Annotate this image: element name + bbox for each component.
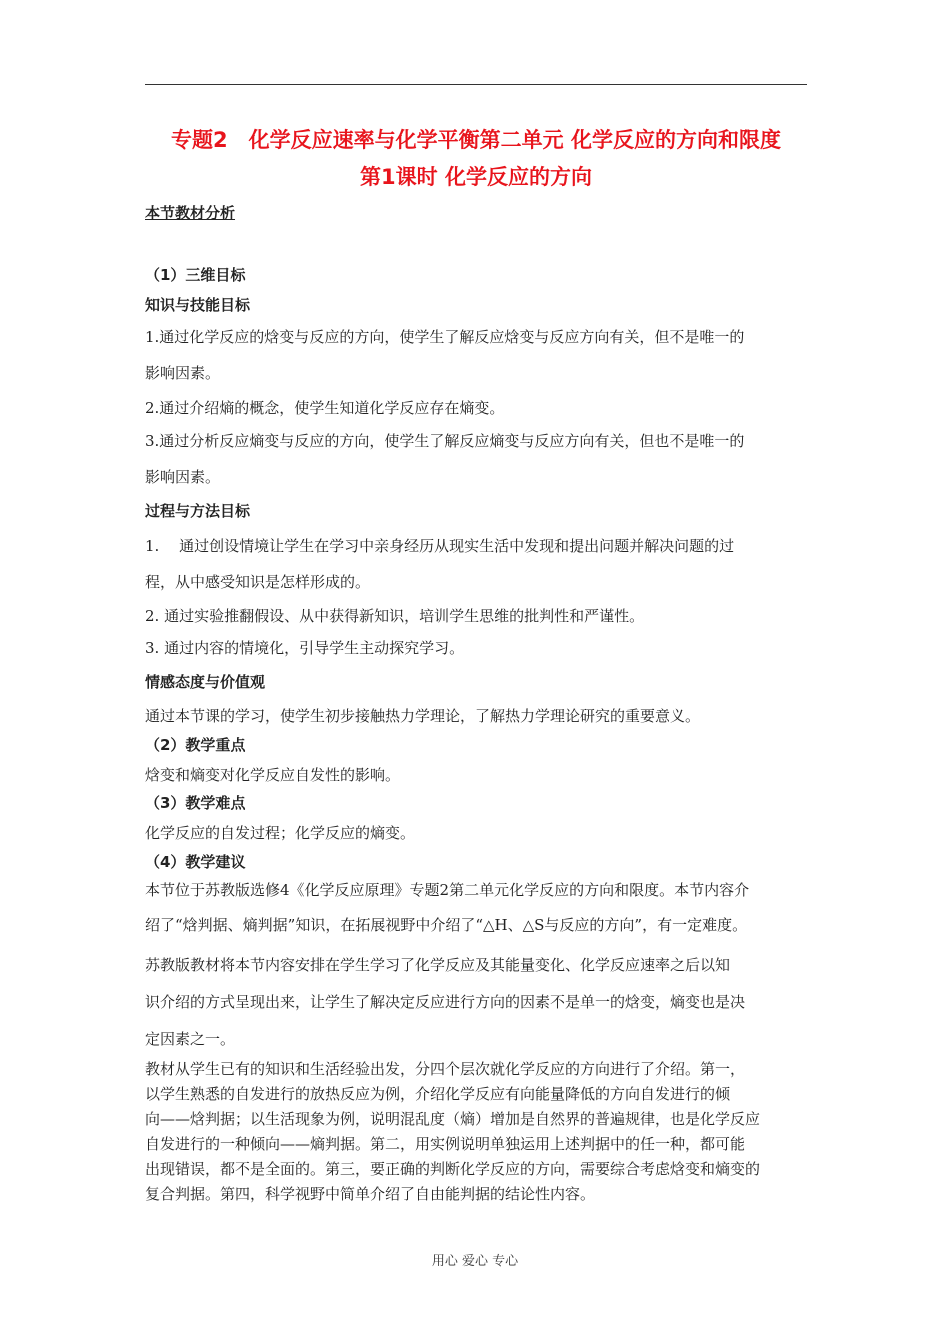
subheading-knowledge: 知识与技能目标 xyxy=(145,296,251,314)
paragraph-line: 3.通过分析反应熵变与反应的方向，使学生了解反应熵变与反应方向有关，但也不是唯一的 xyxy=(145,432,745,450)
paragraph-line: 影响因素。 xyxy=(145,468,221,486)
paragraph-line: 2.通过介绍熵的概念，使学生知道化学反应存在熵变。 xyxy=(145,399,505,417)
paragraph-line: 以学生熟悉的自发进行的放热反应为例，介绍化学反应有向能量降低的方向自发进行的倾 xyxy=(145,1085,731,1103)
paragraph-line: 自发进行的一种倾向——熵判据。第二，用实例说明单独运用上述判据中的任一种，都可能 xyxy=(145,1135,746,1153)
paragraph-line: 绍了“焓判据、熵判据”知识，在拓展视野中介绍了“△H、△S与反应的方向”，有一定难度。 xyxy=(145,916,748,934)
paragraph-line: 向——焓判据；以生活现象为例，说明混乱度（熵）增加是自然界的普遍规律，也是化学反应 xyxy=(145,1110,761,1128)
subheading-process: 过程与方法目标 xyxy=(145,502,251,520)
paragraph-line: 1.通过化学反应的焓变与反应的方向，使学生了解反应焓变与反应方向有关，但不是唯一的 xyxy=(145,328,745,346)
paragraph-line: 化学反应的自发过程；化学反应的熵变。 xyxy=(145,824,416,842)
doc-title-line1: 专题2 化学反应速率与化学平衡第二单元 化学反应的方向和限度 xyxy=(171,128,781,152)
paragraph-line: 定因素之一。 xyxy=(145,1030,236,1048)
subheading-attitude: 情感态度与价值观 xyxy=(145,673,266,691)
subheading-suggestions: （4）教学建议 xyxy=(145,853,246,871)
paragraph-line: 通过本节课的学习，使学生初步接触热力学理论，了解热力学理论研究的重要意义。 xyxy=(145,707,701,725)
paragraph-line: 影响因素。 xyxy=(145,364,221,382)
paragraph-line: 焓变和熵变对化学反应自发性的影响。 xyxy=(145,766,401,784)
paragraph-line: 教材从学生已有的知识和生活经验出发，分四个层次就化学反应的方向进行了介绍。第一， xyxy=(145,1060,746,1078)
paragraph-line: 识介绍的方式呈现出来，让学生了解决定反应进行方向的因素不是单一的焓变，熵变也是决 xyxy=(145,993,746,1011)
paragraph-line: 程，从中感受知识是怎样形成的。 xyxy=(145,573,371,591)
subheading-difficulties: （3）教学难点 xyxy=(145,794,246,812)
page-footer: 用心 爱心 专心 xyxy=(431,1254,519,1269)
subheading-key-points: （2）教学重点 xyxy=(145,736,246,754)
subheading-objectives: （1）三维目标 xyxy=(145,266,246,284)
header-rule xyxy=(145,84,807,85)
paragraph-line: 复合判据。第四，科学视野中简单介绍了自由能判据的结论性内容。 xyxy=(145,1185,596,1203)
section-heading: 本节教材分析 xyxy=(145,204,236,222)
paragraph-line: 3. 通过内容的情境化，引导学生主动探究学习。 xyxy=(145,639,465,657)
doc-title-line2: 第1课时 化学反应的方向 xyxy=(360,165,592,189)
paragraph-line: 2. 通过实验推翻假设、从中获得新知识，培训学生思维的批判性和严谨性。 xyxy=(145,607,645,625)
paragraph-line: 1. 通过创设情境让学生在学习中亲身经历从现实生活中发现和提出问题并解决问题的过 xyxy=(145,537,735,555)
paragraph-line: 苏教版教材将本节内容安排在学生学习了化学反应及其能量变化、化学反应速率之后以知 xyxy=(145,956,731,974)
paragraph-line: 本节位于苏教版选修4《化学反应原理》专题2第二单元化学反应的方向和限度。本节内容介 xyxy=(145,881,750,899)
paragraph-line: 出现错误，都不是全面的。第三，要正确的判断化学反应的方向，需要综合考虑焓变和熵变的 xyxy=(145,1160,761,1178)
